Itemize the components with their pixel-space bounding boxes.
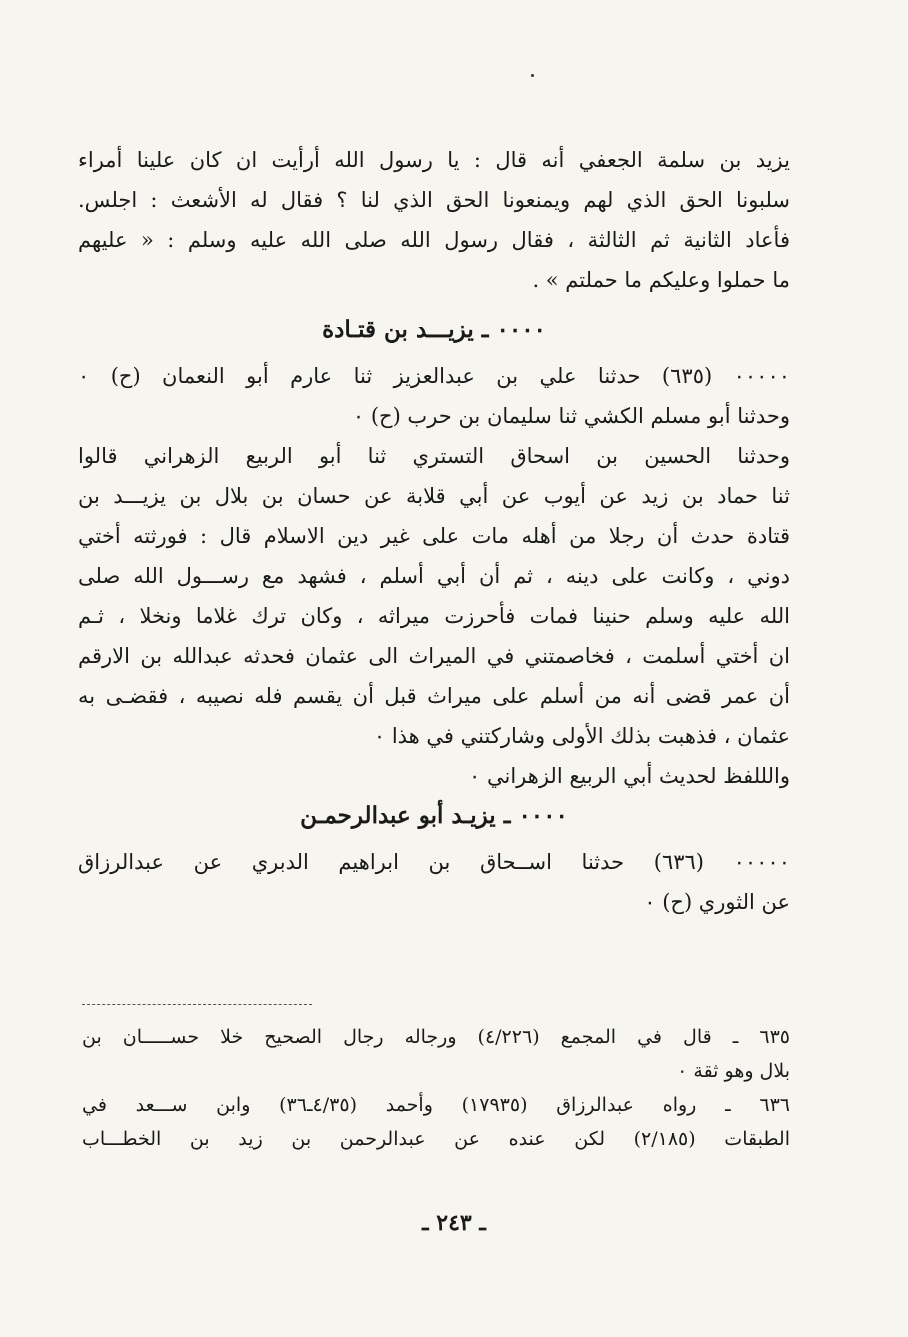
text-line: والللفظ لحديث أبي الربيع الزهراني ٠ [469,764,790,788]
top-paragraph [78,140,790,300]
text-line: ٠٠٠٠٠ (٦٣٥) حدثنا علي بن عبدالعزيز ثنا عارم أبو النعمان (ح) ٠ [78,364,791,388]
main-text [78,140,790,922]
footnote-line: ٦٣٥ ـ قال في المجمع (٤/٢٢٦) ورجاله رجال الصحيح خلا حســـــان بن [82,1026,791,1048]
text-line: أن عمر قضى أنه من أسلم على ميراث قبل أن يقسم فله نصيبه ، فقضـى به [78,684,790,708]
section-yazid-abu-abdulrahman [78,842,790,922]
text-line: عن الثوري (ح) ٠ [644,890,790,914]
text-line: يزيد بن سلمة الجعفي أنه قال : يا رسول الله أرأيت ان كان علينا أمراء [78,148,790,172]
text-line: فأعاد الثانية ثم الثالثة ، فقال رسول الله صلى الله عليه وسلم : « عليهم [78,228,790,252]
section-yazid-bin-qatada [78,356,790,796]
text-line: عثمان ، فذهبت بذلك الأولى وشاركتني في هذا ٠ [373,724,790,748]
text-line: سلبونا الحق الذي لهم ويمنعونا الحق الذي لنا ؟ فقال له الأشعث : اجلس. [78,188,790,212]
page-number: ـ ٢٤٣ ـ [422,1210,486,1236]
text-line: دوني ، وكانت على دينه ، ثم أن أبي أسلم ، فشهد مع رســـول الله صلى [78,564,790,588]
stray-dot [531,74,534,77]
section-heading-yazid-bin-qatada: ٠٠٠٠ ـ يزيـــد بن قتـادة [322,316,546,343]
footnote-divider [82,1004,312,1005]
text-line: ٠٠٠٠٠ (٦٣٦) حدثنا اســحاق بن ابراهيم الدبري عن عبدالرزاق [78,850,790,874]
text-line: ان أختي أسلمت ، فخاصمتني في الميراث الى عثمان فحدثه عبدالله بن الارقم [78,644,790,668]
text-line: قتادة حدث أن رجلا من أهله مات على غير دين الاسلام قال : فورثته أختي [78,524,790,548]
footnote-line: ٦٣٦ ـ رواه عبدالرزاق (١٧٩٣٥) وأحمد (٤/٣٥ـ٣٦) وابن ســـعد في [82,1094,791,1116]
section-heading-yazid-abu-abdulrahman: ٠٠٠٠ ـ يزيـد أبو عبدالرحمـن [300,802,568,829]
text-line: وحدثنا أبو مسلم الكشي ثنا سليمان بن حرب (ح) ٠ [352,404,790,428]
text-line: ثنا حماد بن زيد عن أيوب عن أبي قلابة عن حسان بن بلال بن يزيـــد بن [78,484,790,508]
footnotes [82,1020,790,1156]
text-line: ما حملوا وعليكم ما حملتم » . [532,268,790,292]
text-line: وحدثنا الحسين بن اسحاق التستري ثنا أبو الربيع الزهراني قالوا [78,444,790,468]
footnote-line: بلال وهو ثقة ٠ [677,1060,790,1082]
text-line: الله عليه وسلم حنينا فمات فأحرزت ميراثه ، وكان ترك غلاما ونخلا ، ثـم [78,604,790,628]
footnote-line: الطبقات (٢/١٨٥) لكن عنده عن عبدالرحمن بن زيد بن الخطـــاب [82,1128,790,1150]
